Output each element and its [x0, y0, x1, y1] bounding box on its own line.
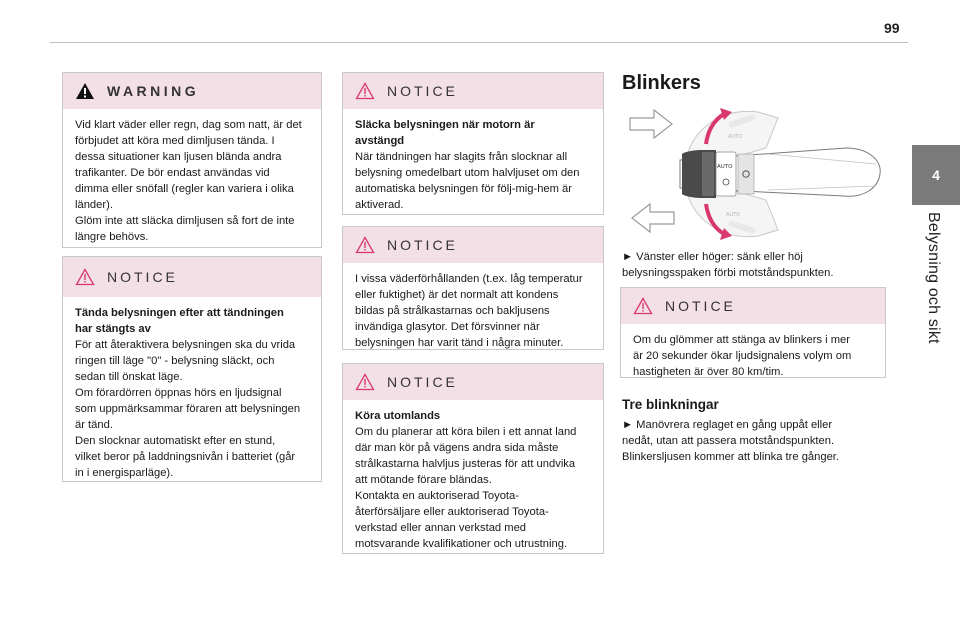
- subheading-three-blinks: Tre blinkningar: [622, 397, 719, 412]
- notice-triangle-icon: [633, 297, 653, 315]
- turn-signal-stalk-illustration: [628, 104, 886, 244]
- text-line: längre behövs.: [75, 231, 149, 243]
- notice-header: [343, 227, 603, 263]
- text-line: belysning omedelbart utom halvljuset om den: [355, 167, 580, 179]
- top-divider: [50, 42, 908, 43]
- notice-heading: Släcka belysningen när motorn är: [355, 119, 535, 131]
- arrow-left-icon: [632, 204, 674, 232]
- notice-heading: har stängts av: [75, 323, 151, 335]
- page-number: 99: [884, 20, 900, 36]
- notice-header: [63, 257, 321, 297]
- text-line: vilket beror på laddningsnivån i batteriet (går: [75, 451, 296, 463]
- section-title: Blinkers: [622, 72, 701, 94]
- three-blinks-paragraph: [622, 417, 839, 465]
- text-line: ringen till läge "0" - belysning släckt, och: [75, 355, 275, 367]
- text-line: förbjudet att köra med dimljusen tända. I: [75, 135, 275, 147]
- notice-heading: Tända belysningen efter att tändningen: [75, 307, 284, 319]
- stalk-label: AUTO: [726, 212, 741, 218]
- instruction-paragraph: [622, 249, 833, 281]
- text-line: sedan till önskat läge.: [75, 371, 183, 383]
- notice-title: NOTICE: [665, 298, 736, 314]
- chapter-tab[interactable]: [912, 145, 960, 205]
- notice-triangle-icon: [355, 373, 375, 391]
- text-line: ► Manövrera reglaget en gång uppåt eller: [622, 419, 833, 431]
- text-line: är 20 sekunder ökar ljudsignalens volym om: [633, 350, 852, 362]
- stalk-label: AUTO: [728, 134, 743, 140]
- notice-body: [343, 109, 603, 221]
- text-line: länder).: [75, 199, 113, 211]
- text-line: dessa situationer kan ljusen blända andra: [75, 151, 282, 163]
- text-line: bildas på strålkastarnas och bakljusens: [355, 305, 550, 317]
- notice-header: [621, 288, 885, 324]
- text-line: verkstad eller annan verkstad med: [355, 522, 527, 534]
- text-line: nedåt, utan att passera motståndspunkten.: [622, 435, 835, 447]
- text-line: trafikanter. De bör endast användas vid: [75, 167, 270, 179]
- text-line: aktiverad.: [355, 199, 404, 211]
- text-line: ► Vänster eller höger: sänk eller höj: [622, 251, 803, 263]
- notice-triangle-icon: [355, 236, 375, 254]
- notice-header: [343, 73, 603, 109]
- text-line: När tändningen har slagits från slocknar all: [355, 151, 568, 163]
- notice-box-engine-off: [342, 72, 604, 215]
- stalk-label: AUTO: [717, 164, 733, 170]
- warning-header: [63, 73, 321, 109]
- notice-header: [343, 364, 603, 400]
- text-line: hastigheten är över 80 km/tim.: [633, 366, 784, 378]
- text-line: Kontakta en auktoriserad Toyota-: [355, 490, 519, 502]
- text-line: att mötande förare bländas.: [355, 474, 492, 486]
- notice-body: [63, 297, 321, 489]
- text-line: återförsäljare eller auktoriserad Toyota-: [355, 506, 549, 518]
- stalk-main: [680, 148, 880, 198]
- text-line: dimma eller snöfall (regler kan variera i olika: [75, 183, 294, 195]
- chapter-number: 4: [932, 167, 940, 183]
- text-line: belysningsspaken förbi motståndspunkten.: [622, 267, 834, 279]
- notice-title: NOTICE: [387, 237, 458, 253]
- text-line: Om du planerar att köra bilen i ett annat land: [355, 426, 577, 438]
- text-line: I vissa väderförhållanden (t.ex. låg temperatur: [355, 273, 583, 285]
- notice-heading: Köra utomlands: [355, 410, 441, 422]
- notice-title: NOTICE: [107, 269, 178, 285]
- text-line: som uppmärksammar föraren att belysningen: [75, 403, 301, 415]
- text-line: eller fuktighet) är det normalt att kondens: [355, 289, 559, 301]
- text-line: där man kör på vägens andra sida måste: [355, 442, 559, 454]
- notice-title: NOTICE: [387, 83, 458, 99]
- notice-box-driving-abroad: [342, 363, 604, 554]
- text-line: är tänd.: [75, 419, 113, 431]
- notice-triangle-icon: [75, 268, 95, 286]
- text-line: Om du glömmer att stänga av blinkers i mer: [633, 334, 850, 346]
- text-line: För att återaktivera belysningen ska du vrida: [75, 339, 296, 351]
- notice-box-restart-lights: [62, 256, 322, 482]
- notice-body: [343, 263, 603, 359]
- text-line: automatiska belysningen för följ-mig-hem är: [355, 183, 573, 195]
- warning-body: [63, 109, 321, 253]
- arrow-right-icon: [630, 110, 672, 138]
- text-line: Om förardörren öppnas hörs en ljudsignal: [75, 387, 282, 399]
- notice-title: NOTICE: [387, 374, 458, 390]
- text-line: Glöm inte att släcka dimljusen så fort de inte: [75, 215, 295, 227]
- text-line: Blinkersljusen kommer att blinka tre gånger.: [622, 451, 840, 463]
- notice-heading: avstängd: [355, 135, 405, 147]
- text-line: strålkastarna halvljus justeras för att undvika: [355, 458, 576, 470]
- text-line: Den slocknar automatiskt efter en stund,: [75, 435, 276, 447]
- text-line: invändiga glasytor. Det försvinner när: [355, 321, 540, 333]
- notice-box-blinker-reminder: [620, 287, 886, 378]
- chapter-title: Belysning och sikt: [925, 212, 942, 344]
- text-line: belysningen har varit tänd i några minuter.: [355, 337, 564, 349]
- warning-title: WARNING: [107, 83, 200, 99]
- warning-box: [62, 72, 322, 248]
- text-line: in i energisparläge).: [75, 467, 174, 479]
- text-line: Vid klart väder eller regn, dag som natt, är det: [75, 119, 302, 131]
- text-line: motsvarande kvalifikationer och utrustning.: [355, 538, 568, 550]
- notice-body: [343, 400, 603, 560]
- warning-triangle-icon: [75, 82, 95, 100]
- notice-triangle-icon: [355, 82, 375, 100]
- notice-body: [621, 324, 885, 388]
- notice-box-condensation: [342, 226, 604, 350]
